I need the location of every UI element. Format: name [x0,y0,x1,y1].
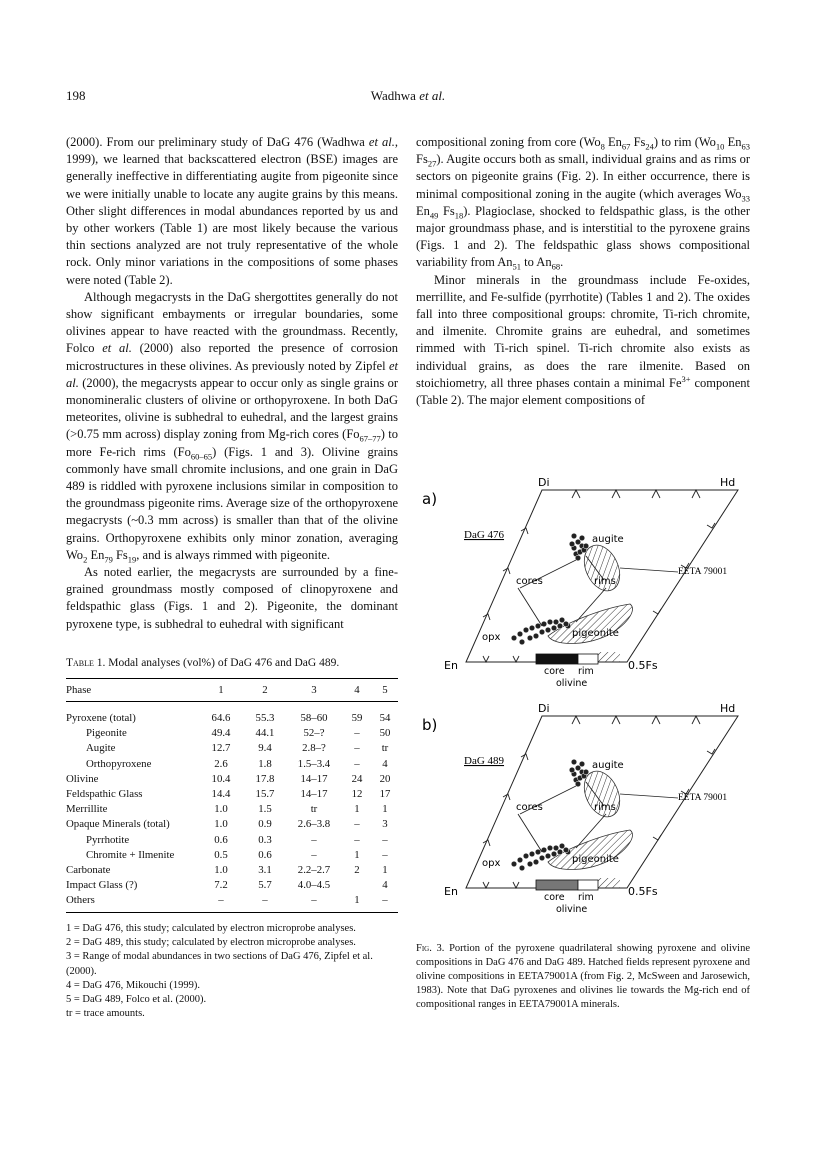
modal-value: 0.6 [214,833,228,846]
corner-en-label: En [444,659,458,672]
pyroxene-data-point [583,543,589,549]
tick-mark [572,716,580,724]
table-row [66,741,398,756]
modal-value: – [311,894,317,907]
olivine-label: olivine [556,678,588,689]
modal-value: 12.7 [211,742,231,755]
tick-mark [653,609,661,614]
modal-value: 54 [379,712,391,724]
pyroxene-data-point [551,625,557,631]
pyroxene-data-point [523,853,529,859]
modal-value: 2.8–? [302,742,326,755]
modal-value: 20 [379,772,391,785]
pyroxene-data-point [519,639,525,645]
pigeonite-label: pigeonite [572,854,619,865]
modal-value: – [354,742,360,755]
corner-en-label: En [444,885,458,898]
tick-mark [612,716,620,724]
tick-mark [521,528,528,534]
modal-value: tr [381,742,389,755]
table-body [66,702,398,913]
figure-panel-a [422,476,738,689]
cores-leader [518,588,542,626]
modal-value: – [354,727,360,740]
augite-label: augite [592,760,624,771]
modal-value: 50 [379,727,391,740]
modal-value: 4 [382,757,388,770]
tick-mark [652,490,660,498]
table-header-row [66,679,398,702]
modal-value: 2.6 [214,757,228,770]
phase-name: Merrillite [66,803,108,816]
table-caption: Table 1. Modal analyses (vol%) of DaG 476 and DaG 489. [66,657,340,669]
running-head [0,88,816,104]
modal-value: 2 [354,864,360,877]
modal-value: 2.6–3.8 [297,818,331,831]
tick-mark [572,490,580,498]
modal-value: 49.4 [211,727,231,740]
modal-value: 55.3 [255,712,275,724]
pyroxene-data-point [557,623,563,629]
header-source-2: 2 [262,684,268,696]
corner-di-label: Di [538,702,550,715]
modal-value: 9.4 [258,742,272,755]
corner-hd-label: Hd [720,476,736,489]
pyroxene-data-point [583,769,589,775]
table-row [66,702,398,727]
tick-mark [483,614,490,620]
rims-label: rims [594,802,616,813]
pyroxene-data-point [579,535,585,541]
modal-value: 64.6 [211,712,231,724]
modal-value: tr [310,803,318,816]
pyroxene-data-point [563,621,569,627]
modal-value: 1.8 [258,757,272,770]
table-note: 5 = DaG 489, Folco et al. (2000). [66,994,207,1006]
phase-name: Pigeonite [86,727,127,740]
modal-value: 1.5 [258,803,272,816]
pyroxene-data-point [571,533,577,539]
eeta-leader [620,568,678,572]
cores-label: cores [516,576,543,587]
modal-value: 17.8 [255,772,275,785]
tick-mark [612,490,620,498]
pyroxene-data-point [523,627,529,633]
tick-mark [513,656,519,662]
pyroxene-data-point [533,859,539,865]
modal-value: 24 [351,772,363,785]
pyroxene-data-point [533,633,539,639]
modal-value: 1 [382,803,388,816]
eeta-olivine-field [598,652,620,662]
modal-value: 0.9 [258,818,272,831]
sample-label: DaG 489 [464,755,505,767]
modal-value: – [354,818,360,831]
table-notes [66,922,400,1021]
modal-value: 15.7 [255,788,275,801]
modal-value: 1 [354,894,360,907]
header-source-3: 3 [311,684,317,696]
table-row [66,757,398,772]
opx-label: opx [482,858,501,869]
figure-panel-b [422,702,738,915]
table-row [66,787,398,802]
table-row [66,848,398,863]
right-paragraph-2: Minor minerals in the groundmass include Fe-oxides, merrillite, and Fe-sulfide (pyrrhotite) (Tables 1 and 2). The oxides fall into three compositional groups: chromite, Ti-rich chromite, and ilmenite. Chromite grains are euhedral, and sometimes rimmed with Ti-rich spinel. Ti-rich chromite also exists as individual grains, as does the rare ilmenite. Based on stoichiometry, all three phases contain a minimal $Fe^{3+}$ component (Table 2). The major element compositions of [416,272,751,408]
modal-value: 10.4 [211,772,231,785]
phase-name: Pyroxene (total) [66,712,136,724]
pyroxene-data-point [569,541,575,547]
eeta-leader [620,794,678,798]
modal-value: 52–? [303,727,325,740]
table-row [66,772,398,787]
table-note: 1 = DaG 476, this study; calculated by electron microprobe analyses. [66,923,356,934]
rim-label: rim [578,892,594,903]
eeta-label: EETA 79001 [678,793,728,803]
tick-mark [483,882,489,888]
modal-value: 12 [351,788,363,801]
table-row [66,893,398,912]
right-column [416,134,750,409]
table-row [66,726,398,741]
modal-value: 1 [354,803,360,816]
corner-di-label: Di [538,476,550,489]
pyroxene-data-point [511,861,517,867]
corner-fs-label: 0.5Fs [628,659,658,672]
phase-name: Feldspathic Glass [66,788,143,801]
modal-value: 0.5 [214,848,228,861]
pyroxene-data-point [563,847,569,853]
pyroxene-data-point [517,857,523,863]
modal-value: 14–17 [300,788,328,801]
running-head-author: Wadhwa [370,88,416,103]
modal-value: – [382,833,388,846]
modal-value: – [311,848,317,861]
modal-value: 0.6 [258,848,272,861]
pyroxene-data-point [579,761,585,767]
table-note: 4 = DaG 476, Mikouchi (1999). [66,979,200,991]
pyroxene-data-point [557,849,563,855]
table-note: 2 = DaG 489, this study; calculated by electron microprobe analyses. [66,937,356,949]
table-note: 3 = Range of modal abundances in two sections of DaG 476, Zipfel et al. (2000). [66,951,373,977]
olivine-rim-bar [578,880,598,890]
header-phase: Phase [66,684,92,696]
tick-mark [652,716,660,724]
tick-mark [692,716,700,724]
olivine-rim-bar [578,654,598,664]
modal-value: 59 [351,712,363,724]
modal-analyses-table [66,678,398,913]
rims-label: rims [594,576,616,587]
table-row [66,802,398,817]
cores-leader [518,814,542,852]
figure-caption: Fig. 3. Portion of the pyroxene quadrilateral showing pyroxene and olivine compositions in DaG 476 and DaG 489. Hatched fields represent pyroxene and olivine compositions in EETA79001A (from Fig. 2, McSween and Jarosewich, 1983). Note that DaG pyroxenes and olivines lie towards the Mg-rich end of compositional ranges in EETA79001A minerals. [416,943,751,1010]
header-source-4: 4 [354,684,360,696]
modal-value: 2.2–2.7 [297,864,331,877]
modal-value: 4 [382,879,388,892]
eeta-label: EETA 79001 [678,567,728,577]
modal-value: – [382,848,388,861]
cores-label: cores [516,802,543,813]
left-paragraph-2: Although megacrysts in the DaG shergottites generally do not show significant embayments or irregular boundaries, some olivines appear to have reacted with the groundmass. Recently, Folco et al. (2000) also reported the presence of corrosion microstructures in these olivines. As previously noted by Zipfel et al. (2000), the megacrysts appear to occur only as single grains or monomineralic clusters of olivine or orthopyroxene. In both DaG meteorites, olivine is subhedral to euhedral, and the largest grains (>0.75 mm across) display zoning from Mg-rich cores $(Fo_{67-77})$ to more Fe-rich rims $(Fo_{60-65})$ (Figs. 1 and 3). Olivine grains commonly have small chromite inclusions, and one grain in DaG 489 is riddled with pyroxene inclusions similar in composition to the groundmass pigeonite rims. Average size of the orthopyroxene megacrysts (~0.3 mm across) is smaller than that of the olivine grains. Orthopyroxene exhibits only minor zonation, averaging $Wo_2$ $En_{79}$ $Fs_{19}$, and is always rimmed with pigeonite. [66,289,398,565]
pyroxene-data-point [535,623,541,629]
left-paragraph-3: As noted earlier, the megacrysts are surrounded by a fine-grained groundmass mostly composed of clinopyroxene and feldspathic glass (Figs. 1 and 2). Pigeonite, the dominant pyroxene type, is subhedral to euhedral with significant [66,565,398,631]
pyroxene-data-point [529,851,535,857]
table-label: Table [66,657,94,669]
modal-value: 3.1 [258,864,272,877]
eeta-olivine-field [598,878,620,888]
tick-mark [521,754,528,760]
phase-name: Chromite + Ilmenite [86,848,175,861]
pyroxene-data-point [545,853,551,859]
pyroxene-data-point [539,629,545,635]
pyroxene-data-point [545,627,551,633]
modal-value: – [262,894,268,907]
modal-value: 4.0–4.5 [297,879,331,892]
modal-value: 0.3 [258,833,272,846]
core-label: core [544,892,565,903]
phase-name: Impact Glass (?) [66,879,138,892]
modal-value: 3 [382,818,388,831]
modal-value: – [311,833,317,846]
tick-mark [653,835,661,840]
pyroxene-data-point [547,845,553,851]
olivine-core-bar [536,654,578,664]
modal-value: 44.1 [255,727,275,740]
modal-value: 1 [382,864,388,877]
table-row [66,833,398,848]
modal-value: 1.0 [214,818,228,831]
pyroxene-data-point [527,861,533,867]
modal-value: 1.0 [214,864,228,877]
corner-hd-label: Hd [720,702,736,715]
phase-name: Others [66,894,95,907]
pigeonite-label: pigeonite [572,628,619,639]
pyroxene-data-point [535,849,541,855]
modal-value: 1.0 [214,803,228,816]
pyroxene-data-point [539,855,545,861]
phase-name: Augite [86,742,116,755]
pyroxene-data-point [529,625,535,631]
modal-value: 14.4 [211,788,231,801]
header-source-1: 1 [218,684,224,696]
phase-name: Carbonate [66,864,111,877]
phase-name: Orthopyroxene [86,757,152,770]
olivine-label: olivine [556,904,588,915]
right-paragraph-1: compositional zoning from core ($Wo_8$ $En_{67}$ $Fs_{24}$) to rim ($Wo_{10}$ $En_{63}$ $Fs_{27}$). Augite occurs both as small, individual grains and as rims or sectors on pigeonite grains (Fig. 2). In either occurrence, there is minimal compositional zoning in the augite (which averages $Wo_{33}$ $En_{49}$ $Fs_{18}$). Plagioclase, shocked to feldspathic glass, is the other major groundmass phase, and is interstitial to the pyroxene grains (Figs. 1 and 2). The feldspathic glass shows compositional variability from $An_{51}$ to $An_{68}$. [416,135,750,272]
tick-mark [513,882,519,888]
running-head-etal: et al. [419,88,446,103]
table-row [66,863,398,878]
pyroxene-data-point [551,851,557,857]
modal-value: – [382,894,388,907]
modal-value: 5.7 [258,879,272,892]
header-source-5: 5 [382,684,388,696]
left-column [66,134,398,633]
pyroxene-data-point [519,865,525,871]
table-row [66,878,398,893]
modal-value: 14–17 [300,772,328,785]
tick-mark [692,490,700,498]
augite-label: augite [592,534,624,545]
figure-3 [416,476,756,916]
modal-value: – [354,757,360,770]
tick-mark [483,840,490,846]
modal-value: – [218,894,224,907]
pyroxene-data-point [569,767,575,773]
left-paragraph-1: (2000). From our preliminary study of DaG 476 (Wadhwa et al., 1999), we learned that backscattered electron (BSE) images are generally ineffective in differentiating augite from pigeonite since we were initially unable to locate any augite grains by this means. Other slight differences in modal abundances reported by us and by other workers (Table 1) are most likely because the various thin sections analyzed are not truly representative of the whole rock. Only minor variations in the compositions of some phases were noted (Table 2). [66,135,398,287]
opx-label: opx [482,632,501,643]
modal-value: 17 [379,788,391,801]
panel-label: b) [422,716,438,734]
modal-value [342,878,372,893]
olivine-core-bar [536,880,578,890]
modal-value: 1 [354,848,360,861]
pyroxene-data-point [571,759,577,765]
sample-label: DaG 476 [464,529,505,541]
phase-name: Opaque Minerals (total) [66,818,170,831]
modal-value: 7.2 [214,879,228,892]
pyroxene-data-point [517,631,523,637]
modal-value: 1.5–3.4 [297,757,331,770]
table-row [66,817,398,832]
phase-name: Pyrrhotite [86,833,130,846]
pyroxene-data-point [547,619,553,625]
table-note: tr = trace amounts. [66,1008,145,1020]
tick-mark [483,656,489,662]
rim-label: rim [578,666,594,677]
figure-caption-label: Fig. 3. [416,943,445,954]
core-label: core [544,666,565,677]
pyroxene-data-point [511,635,517,641]
phase-name: Olivine [66,772,99,785]
pyroxene-data-point [575,781,581,787]
page-number: 198 [66,88,86,103]
modal-value: 58–60 [300,712,328,724]
pyroxene-data-point [527,635,533,641]
modal-value: – [354,833,360,846]
pyroxene-data-point [575,555,581,561]
panel-label: a) [422,490,438,508]
corner-fs-label: 0.5Fs [628,885,658,898]
